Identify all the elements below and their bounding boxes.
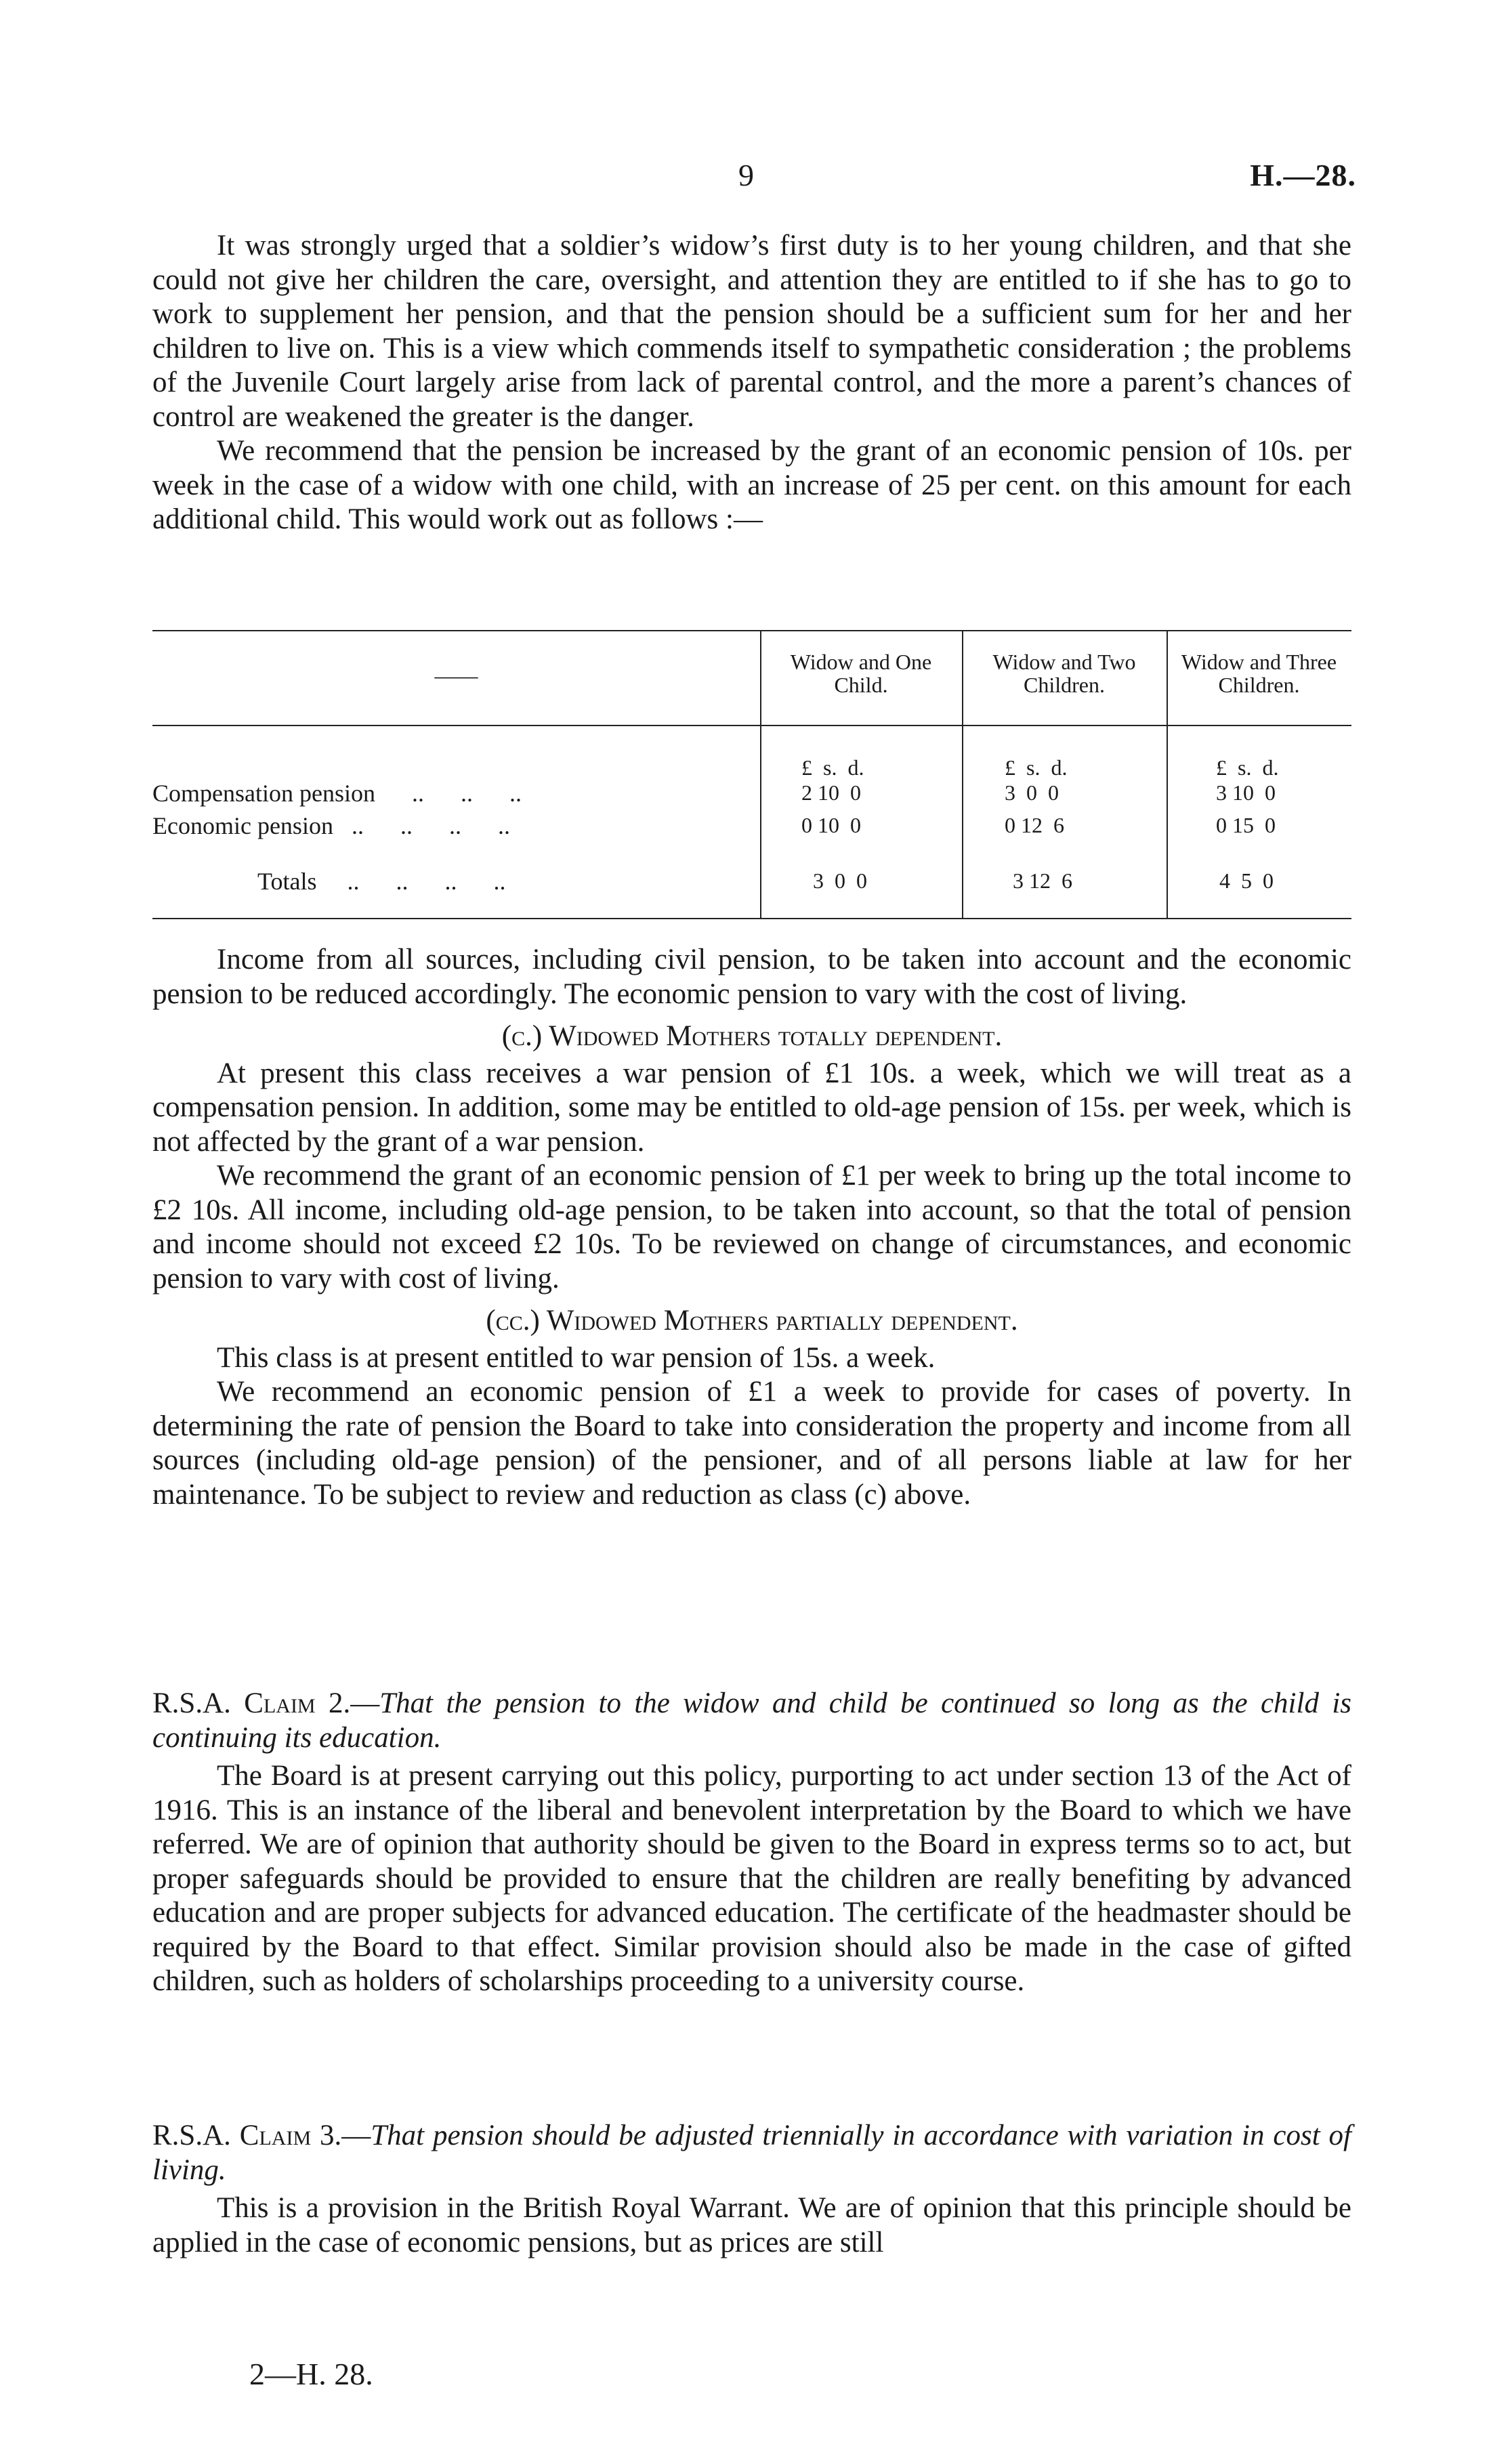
table-cell: 0 10 0 xyxy=(801,813,861,837)
section-heading-cc: (cc.) Widowed Mothers partially dependent. xyxy=(486,1305,1018,1337)
table-bottom-rule xyxy=(152,918,1351,919)
paragraph: The Board is at present carrying out this policy, purporting to act under section 13 of the Act of 1916. This is an instance of the liberal and benevolent interpretation by the Board to which we have referred. We are of opinion that authority should be given to the Board in express terms so to act, but proper safeguards should be provided to ensure that the children are really benefiting by advanced education and are proper subjects for advanced education. The certificate of the headmaster should be required by the Board to that effect. Similar provision should also be made in the case of gifted children, such as holders of scholarships proceeding to a university course. xyxy=(152,1760,1351,1997)
page-header xyxy=(0,157,1512,198)
claim-3-section xyxy=(152,2119,1351,2260)
claim-title: That the pension to the widow and child be continued so long as the child is continuing its education. xyxy=(152,1687,1352,1754)
row-label-economic: Economic pension .. .. .. .. xyxy=(152,812,510,839)
table-cell-total: 4 5 0 xyxy=(1219,868,1274,893)
paragraph: This class is at present entitled to war pension of 15s. a week. xyxy=(217,1341,936,1374)
signature-mark: 2—H. 28. xyxy=(249,2357,373,2391)
table-cell: 2 10 0 xyxy=(801,780,861,805)
stub-header: —— xyxy=(434,663,478,688)
pension-table xyxy=(152,630,1351,928)
units-header: £ s. d. xyxy=(801,755,864,780)
claim-heading xyxy=(152,2119,1351,2187)
row-label-totals: Totals .. .. .. .. xyxy=(257,868,506,895)
claim-label: R.S.A. Claim 2.— xyxy=(152,1687,380,1719)
claim-label: R.S.A. Claim 3.— xyxy=(152,2120,371,2151)
paragraph: At present this class receives a war pension of £1 10s. a week, which we will treat as a compensation pension. In addition, some may be entitled to old-age pension of 15s. per week, which is not affected by the grant of a war pension. xyxy=(152,1057,1351,1158)
section-heading-c: (c.) Widowed Mothers totally dependent. xyxy=(501,1020,1003,1052)
claim-title: That pension should be adjusted triennially in accordance with variation in cost of living. xyxy=(152,2120,1351,2186)
widowed-mothers-section xyxy=(152,943,1351,1512)
table-cell: 0 12 6 xyxy=(1005,813,1064,837)
claim-heading xyxy=(152,1687,1351,1755)
column-header: Widow and Three Children. xyxy=(1181,650,1337,697)
table-top-rule xyxy=(152,630,1351,631)
table-cell-total: 3 12 6 xyxy=(1013,868,1072,893)
row-label-compensation: Compensation pension .. .. .. xyxy=(152,780,522,807)
table-cell-total: 3 0 0 xyxy=(813,868,867,893)
table-cell: 0 15 0 xyxy=(1216,813,1276,837)
paragraph: This is a provision in the British Royal Warrant. We are of opinion that this principle should be applied in the case of economic pensions, but as prices are still xyxy=(152,2192,1351,2258)
paragraph: Income from all sources, including civil pension, to be taken into account and the economic pension to be reduced accordingly. The economic pension to vary with the cost of living. xyxy=(152,944,1351,1010)
intro-section xyxy=(152,229,1351,537)
paragraph: We recommend that the pension be increased by the grant of an economic pension of 10s. per week in the case of a widow with one child, with an increase of 25 per cent. on this amount for each additional child. This would work out as follows :— xyxy=(152,435,1351,535)
paragraph: It was strongly urged that a soldier’s widow’s first duty is to her young children, and that she could not give her children the care, oversight, and attention they are entitled to if she has to go to work to supplement her pension, and that the pension should be a sufficient sum for her and her children to live on. This is a view which commends itself to sympathetic consideration ; the problems of the Juvenile Court largely arise from lack of parental control, and the more a parent’s chances of control are weakened the greater is the danger. xyxy=(152,230,1351,433)
table-header-rule xyxy=(152,725,1351,726)
table-cell: 3 10 0 xyxy=(1216,780,1276,805)
units-header: £ s. d. xyxy=(1216,755,1279,780)
claim-2-section xyxy=(152,1687,1351,1999)
document-reference: H.—28. xyxy=(1250,158,1356,192)
units-header: £ s. d. xyxy=(1005,755,1068,780)
paragraph: We recommend the grant of an economic pension of £1 per week to bring up the total income to £2 10s. All income, including old-age pension, to be taken into account, so that the total of pension and income should not exceed £2 10s. To be reviewed on change of circumstances, and economic pension to vary with cost of living. xyxy=(152,1160,1351,1295)
table-cell: 3 0 0 xyxy=(1005,780,1059,805)
page-number: 9 xyxy=(738,158,754,192)
column-header: Widow and One Child. xyxy=(790,650,932,697)
column-header: Widow and Two Children. xyxy=(992,650,1136,697)
paragraph: We recommend an economic pension of £1 a week to provide for cases of poverty. In determining the rate of pension the Board to take into consideration the property and income from all sources (including old-age pension) of the pensioner, and of all persons liable at law for her maintenance. To be subject to review and reduction as class (c) above. xyxy=(152,1376,1351,1511)
